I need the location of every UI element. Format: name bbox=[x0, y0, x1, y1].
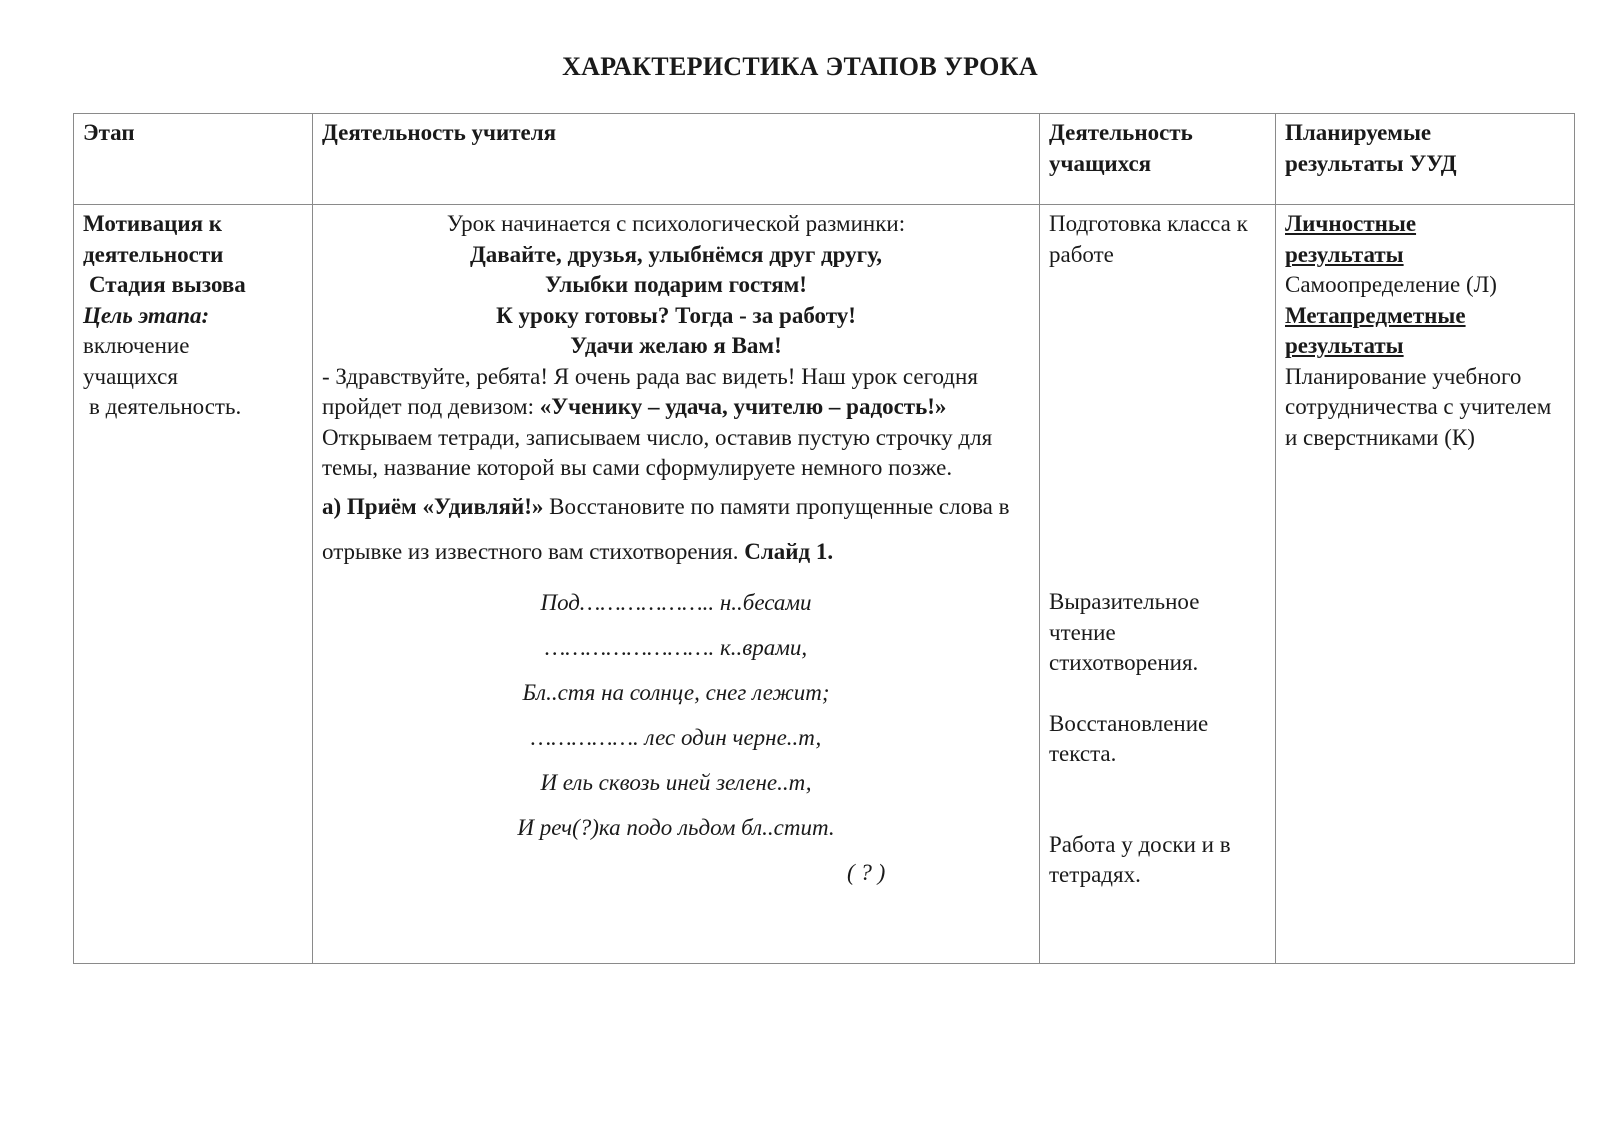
warmup-line: К уроку готовы? Тогда - за работу! bbox=[496, 302, 856, 328]
stage-goal-line1: включение bbox=[83, 333, 190, 358]
technique-label: а) Приём «Удивляй!» bbox=[322, 493, 544, 519]
teacher-activity-cell bbox=[313, 205, 1040, 964]
technique-paragraph bbox=[322, 484, 1030, 574]
technique-text: Восстановите по памяти пропущенные слова в отрывке из известного вам стихотворения. bbox=[322, 493, 1010, 564]
header-student-activity bbox=[1040, 114, 1276, 205]
stage-goal-line2: учащихся bbox=[83, 363, 178, 389]
greeting-paragraph bbox=[322, 362, 1030, 423]
poem-line: Под……………….. н..бесами bbox=[540, 589, 812, 615]
student-item-preparation: Подготовка класса к работе bbox=[1049, 211, 1248, 267]
poem-line: ……………………. к..врами, bbox=[544, 634, 808, 660]
header-student-line2: учащихся bbox=[1049, 150, 1152, 176]
header-results-line2: результаты УУД bbox=[1285, 150, 1457, 176]
warmup-line: Давайте, друзья, улыбнёмся друг другу, bbox=[469, 241, 883, 267]
personal-results-label-line1: Личностные bbox=[1285, 211, 1417, 236]
lesson-stages-table bbox=[73, 113, 1575, 964]
lesson-motto: «Ученику – удача, учителю – радость!» bbox=[539, 394, 947, 419]
meta-results-label-line2: результаты bbox=[1285, 333, 1404, 358]
meta-results-label-line1: Метапредметные bbox=[1285, 302, 1466, 328]
warmup-line: Улыбки подарим гостям! bbox=[545, 272, 807, 297]
header-stage: Этап bbox=[74, 114, 313, 205]
header-results-line1: Планируемые bbox=[1285, 120, 1432, 145]
personal-results-label bbox=[1285, 209, 1565, 270]
table-header-row bbox=[74, 114, 1575, 205]
warmup-intro: Урок начинается с психологической разминки: bbox=[446, 211, 906, 236]
poem-line: И реч(?)ка подо льдом бл..стит. bbox=[517, 814, 835, 840]
stage-cell bbox=[74, 205, 313, 964]
stage-name-line1: Мотивация к bbox=[83, 211, 223, 236]
spacer bbox=[1049, 679, 1266, 709]
slide-label: Слайд 1. bbox=[744, 538, 834, 564]
header-planned-results bbox=[1276, 114, 1575, 205]
student-item-board-work: Работа у доски и в тетрадях. bbox=[1049, 831, 1231, 887]
stage-goal-label: Цель этапа: bbox=[83, 302, 210, 328]
student-item-reading: Выразительное чтение стихотворения. bbox=[1049, 589, 1200, 675]
meta-results-text: Планирование учебного сотрудничества с учителем и сверстниками (К) bbox=[1285, 363, 1552, 450]
poem-line: Бл..стя на солнце, снег лежит; bbox=[522, 679, 830, 705]
document-title: ХАРАКТЕРИСТИКА ЭТАПОВ УРОКА bbox=[562, 52, 1038, 81]
poem-excerpt bbox=[322, 580, 1030, 850]
meta-results-label bbox=[1285, 301, 1565, 362]
planned-results-cell bbox=[1276, 205, 1575, 964]
student-activity-cell bbox=[1040, 205, 1276, 964]
student-item-restoration: Восстановление текста. bbox=[1049, 710, 1209, 766]
personal-results-text: Самоопределение (Л) bbox=[1285, 272, 1497, 297]
personal-results-label-line2: результаты bbox=[1285, 241, 1404, 267]
header-teacher-activity: Деятельность учителя bbox=[313, 114, 1040, 205]
table-row bbox=[74, 205, 1575, 964]
poem-line: ……………. лес один черне..т, bbox=[530, 724, 822, 750]
greeting-text: - Здравствуйте, ребята! Я очень рада вас видеть! Наш урок сегодня пройдет под девизом: bbox=[322, 363, 978, 419]
poem-line: И ель сквозь иней зелене..т, bbox=[540, 769, 812, 795]
stage-phase: Стадия вызова bbox=[89, 272, 246, 297]
spacer bbox=[1049, 770, 1266, 830]
stage-goal-line3: в деятельность. bbox=[89, 394, 242, 419]
stage-name-line2: деятельности bbox=[83, 241, 224, 267]
spacer bbox=[1049, 270, 1266, 587]
instructions-paragraph: Открываем тетради, записываем число, оставив пустую строчку для темы, название которой вы сами сформулируете немного позже. bbox=[322, 424, 993, 480]
poem-author-placeholder: ( ? ) bbox=[847, 859, 886, 885]
warmup-line: Удачи желаю я Вам! bbox=[570, 333, 782, 358]
header-student-line1: Деятельность bbox=[1049, 120, 1193, 145]
